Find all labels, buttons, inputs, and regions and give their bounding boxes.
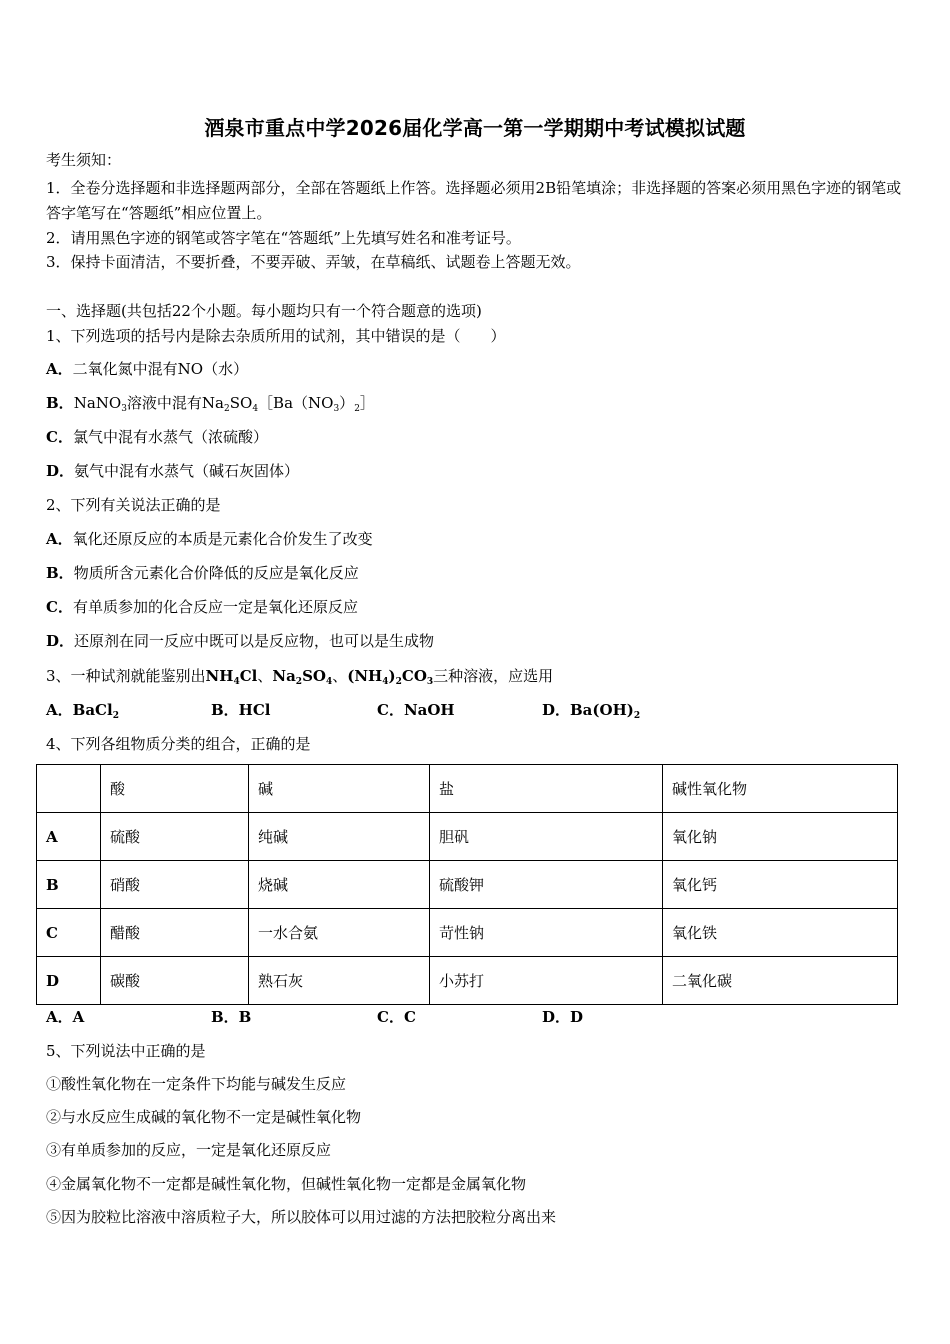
q2-option-a[interactable]	[46, 529, 373, 549]
notice-item-3: 3．保持卡面清洁，不要折叠，不要弄破、弄皱，在草稿纸、试题卷上答题无效。	[46, 253, 581, 271]
option-label: C．	[46, 428, 73, 446]
table-row-label: B	[37, 861, 101, 909]
table-header-cell	[37, 765, 101, 813]
q4-option-c[interactable]: C．C	[377, 1008, 416, 1026]
q3-option-b[interactable]: B．HCl	[211, 701, 271, 719]
q4-option-b[interactable]: B．B	[211, 1008, 252, 1026]
table-cell: 醋酸	[101, 909, 249, 957]
notice-item-2: 2．请用黑色字迹的钢笔或答字笔在“答题纸”上先填写姓名和准考证号。	[46, 229, 521, 247]
table-cell: 一水合氨	[249, 909, 430, 957]
option-text: 还原剂在同一反应中既可以是反应物，也可以是生成物	[74, 632, 435, 650]
table-cell: 硝酸	[101, 861, 249, 909]
option-label: A．	[46, 360, 73, 378]
table-header-cell: 酸	[101, 765, 249, 813]
question-2-stem: 2、下列有关说法正确的是	[46, 496, 221, 514]
table-header-cell: 碱性氧化物	[663, 765, 898, 813]
table-cell: 硫酸钾	[430, 861, 663, 909]
statement-item: ③有单质参加的反应，一定是氧化还原反应	[46, 1141, 332, 1159]
table-cell: 碳酸	[101, 957, 249, 1005]
option-text: 物质所含元素化合价降低的反应是氧化反应	[73, 564, 359, 582]
q3-option-d[interactable]: D．$Ba(OH)_2$	[542, 701, 641, 721]
table-cell: 小苏打	[430, 957, 663, 1005]
table-cell: 烧碱	[249, 861, 430, 909]
table-cell: 苛性钠	[430, 909, 663, 957]
table-row	[37, 813, 898, 861]
table-cell: 氧化钠	[663, 813, 898, 861]
option-label: B．	[46, 564, 74, 582]
q2-option-d[interactable]	[46, 631, 434, 651]
table-cell: 硫酸	[101, 813, 249, 861]
option-text: 氨气中混有水蒸气（碱石灰固体）	[74, 462, 300, 480]
classification-table	[36, 764, 898, 1005]
question-4-stem: 4、下列各组物质分类的组合，正确的是	[46, 735, 311, 753]
q1-option-c[interactable]	[46, 427, 268, 447]
notice-heading: 考生须知：	[46, 151, 122, 169]
section-heading: 一、选择题(共包括22个小题。每小题均只有一个符合题意的选项)	[46, 302, 482, 320]
table-cell: 纯碱	[249, 813, 430, 861]
statement-item: ②与水反应生成碱的氧化物不一定是碱性氧化物	[46, 1108, 362, 1126]
table-cell: 氧化铁	[663, 909, 898, 957]
q3-option-c[interactable]: C．NaOH	[377, 701, 455, 719]
notice-item-1: 1．全卷分选择题和非选择题两部分，全部在答题纸上作答。选择题必须用2B铅笔填涂；非选择题的答案必须用黑色字迹的钢笔或答字笔写在“答题纸”相应位置上。	[46, 179, 902, 222]
table-row-label: A	[37, 813, 101, 861]
option-label: A．	[46, 530, 73, 548]
option-text: 二氧化氮中混有NO（水）	[72, 360, 249, 378]
question-1-stem: 1、下列选项的括号内是除去杂质所用的试剂，其中错误的是（ ）	[46, 327, 506, 345]
statement-item: ①酸性氧化物在一定条件下均能与碱发生反应	[46, 1075, 347, 1093]
statement-item: ④金属氧化物不一定都是碱性氧化物，但碱性氧化物一定都是金属氧化物	[46, 1175, 527, 1193]
q4-option-a[interactable]: A．A	[46, 1008, 85, 1026]
option-text: NaNO$_3$溶液中混有$Na_2SO_4[Ba(NO_3)_2]$	[73, 394, 375, 414]
question-3-stem: 3、一种试剂就能鉴别出$NH_4Cl$、$Na_2SO_4$、$(NH_4)_2CO_3$三种溶液，应选用	[46, 667, 554, 687]
option-label: D．	[46, 632, 75, 650]
table-row-label: D	[37, 957, 101, 1005]
statement-item: ⑤因为胶粒比溶液中溶质粒子大，所以胶体可以用过滤的方法把胶粒分离出来	[46, 1208, 557, 1226]
table-header-row	[37, 765, 898, 813]
table-cell: 氧化钙	[663, 861, 898, 909]
table-cell: 二氧化碳	[663, 957, 898, 1005]
option-text: 氯气中混有水蒸气（浓硫酸）	[72, 428, 268, 446]
q1-option-b[interactable]	[46, 393, 375, 413]
q1-option-d[interactable]	[46, 461, 299, 481]
q1-option-a[interactable]	[46, 359, 248, 379]
q2-option-c[interactable]	[46, 597, 358, 617]
option-label: B．	[46, 394, 74, 412]
table-row	[37, 861, 898, 909]
q4-option-d[interactable]: D．D	[542, 1008, 584, 1026]
option-text: 氧化还原反应的本质是元素化合价发生了改变	[72, 530, 373, 548]
table-row-label: C	[37, 909, 101, 957]
question-5-stem: 5、下列说法中正确的是	[46, 1042, 206, 1060]
table-cell: 熟石灰	[249, 957, 430, 1005]
option-text: 有单质参加的化合反应一定是氧化还原反应	[72, 598, 358, 616]
option-label: D．	[46, 462, 75, 480]
option-label: C．	[46, 598, 73, 616]
table-header-cell: 碱	[249, 765, 430, 813]
table-row	[37, 909, 898, 957]
q3-option-a[interactable]: A．BaCl$_2$	[46, 701, 119, 721]
table-header-cell: 盐	[430, 765, 663, 813]
q2-option-b[interactable]	[46, 563, 359, 583]
table-cell: 胆矾	[430, 813, 663, 861]
table-row	[37, 957, 898, 1005]
page-title: 酒泉市重点中学2026届化学高一第一学期期中考试模拟试题	[204, 116, 746, 140]
